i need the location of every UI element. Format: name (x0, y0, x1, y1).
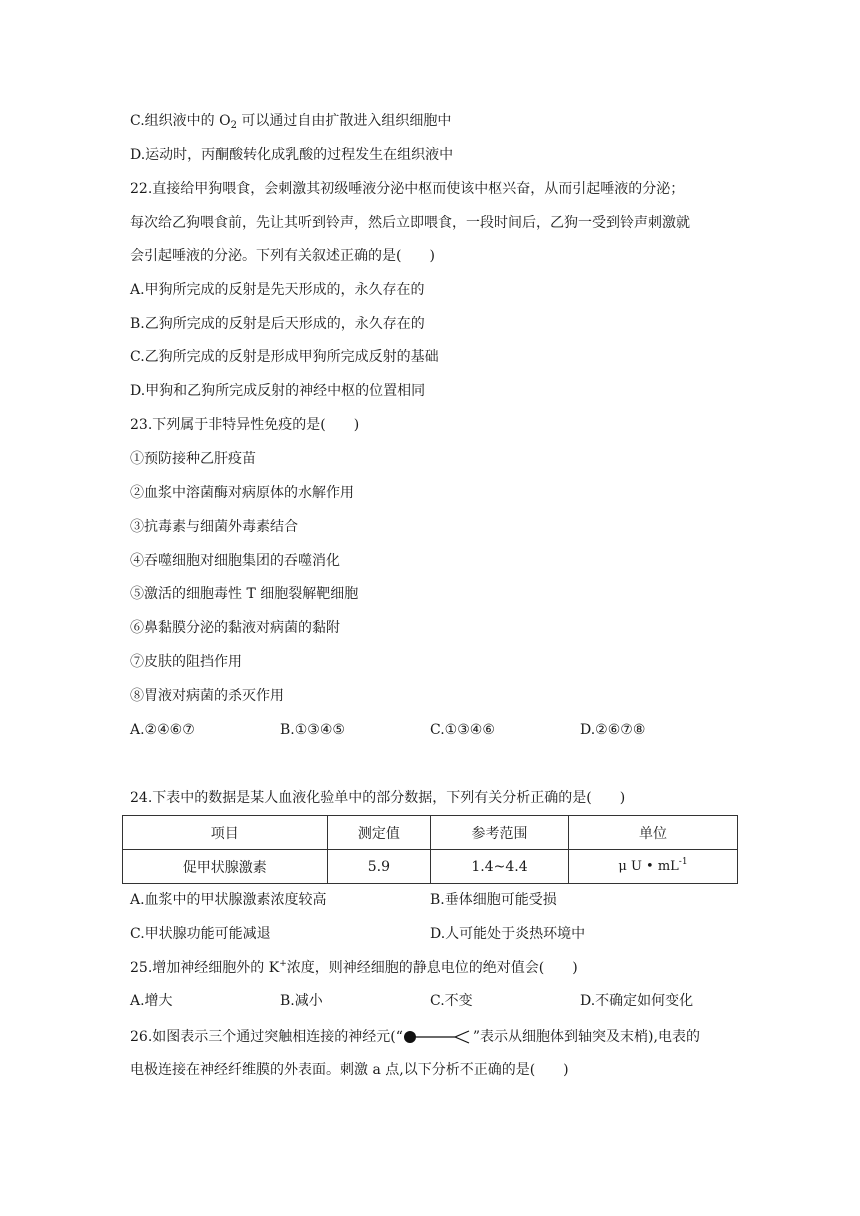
q24-option-a: A.血浆中的甲状腺激素浓度较高 (130, 892, 327, 908)
q25-option-d: D.不确定如何变化 (580, 993, 694, 1009)
q24-option-b: B.垂体细胞可能受损 (430, 892, 557, 908)
q24-stem: 24.下表中的数据是某人血液化验单中的部分数据，下列有关分析正确的是( ) (130, 790, 626, 806)
lab-result-table (122, 815, 738, 884)
table-header-cell: 项目 (123, 816, 328, 850)
q23-option-d: D.②⑥⑦⑧ (580, 722, 646, 738)
q25-option-c: C.不变 (430, 993, 473, 1009)
q25-stem: 25.增加神经细胞外的 K+浓度，则神经细胞的静息电位的绝对值会( ) (130, 959, 578, 976)
neuron-symbol-icon (403, 1029, 473, 1045)
table-row (123, 850, 738, 884)
q26-stem-line1: 26.如图表示三个通过突触相连接的神经元(“ ”表示从细胞体到轴突及末梢),电表的 (130, 1029, 700, 1045)
q24-option-d: D.人可能处于炎热环境中 (430, 926, 586, 942)
q21-option-c: C.组织液中的 $O_2$ 可以通过自由扩散进入组织细胞中 (130, 113, 452, 131)
q26-stem-line2: 电极连接在神经纤维膜的外表面。刺激 a 点,以下分析不正确的是( ) (130, 1062, 569, 1078)
q23-option-c: C.①③④⑥ (430, 722, 495, 738)
q22-stem-line1: 22.直接给甲狗喂食，会刺激其初级唾液分泌中枢而使该中枢兴奋，从而引起唾液的分泌； (130, 181, 685, 197)
q24-option-c: C.甲状腺功能可能减退 (130, 926, 271, 942)
table-header-cell: 参考范围 (431, 816, 569, 850)
q23-item-1: ①预防接种乙肝疫苗 (130, 451, 256, 467)
q22-option-d: D.甲狗和乙狗所完成反射的神经中枢的位置相同 (130, 383, 426, 399)
q21-option-d: D.运动时，丙酮酸转化成乳酸的过程发生在组织液中 (130, 147, 454, 163)
q25-option-b: B.减小 (280, 993, 323, 1009)
q23-item-6: ⑥鼻黏膜分泌的黏液对病菌的黏附 (130, 620, 340, 636)
q23-item-8: ⑧胃液对病菌的杀灭作用 (130, 688, 284, 704)
q22-stem-line2: 每次给乙狗喂食前，先让其听到铃声，然后立即喂食，一段时间后，乙狗一受到铃声刺激就 (130, 215, 690, 231)
table-cell-item: 促甲状腺激素 (123, 850, 328, 884)
table-cell-range: 1.4~4.4 (431, 850, 569, 884)
table-cell-unit: μ U • $mL^{-1}$ (568, 850, 737, 884)
q23-stem: 23.下列属于非特异性免疫的是( ) (130, 417, 360, 433)
q22-option-a: A.甲狗所完成的反射是先天形成的，永久存在的 (130, 282, 425, 298)
q23-item-3: ③抗毒素与细菌外毒素结合 (130, 519, 298, 535)
table-cell-value: 5.9 (327, 850, 431, 884)
q23-item-7: ⑦皮肤的阻挡作用 (130, 654, 242, 670)
q23-option-a: A.②④⑥⑦ (130, 722, 195, 738)
table-header-row (123, 816, 738, 850)
q23-item-2: ②血浆中溶菌酶对病原体的水解作用 (130, 485, 354, 501)
q23-item-4: ④吞噬细胞对细胞集团的吞噬消化 (130, 553, 340, 569)
q23-option-b: B.①③④⑤ (280, 722, 345, 738)
table-header-cell: 测定值 (327, 816, 431, 850)
q22-option-b: B.乙狗所完成的反射是后天形成的，永久存在的 (130, 316, 425, 332)
q23-item-5: ⑤激活的细胞毒性 T 细胞裂解靶细胞 (130, 586, 359, 602)
q22-option-c: C.乙狗所完成的反射是形成甲狗所完成反射的基础 (130, 349, 439, 365)
table-header-cell: 单位 (568, 816, 737, 850)
q25-option-a: A.增大 (130, 993, 173, 1009)
q22-stem-line3: 会引起唾液的分泌。下列有关叙述正确的是( ) (130, 248, 435, 264)
